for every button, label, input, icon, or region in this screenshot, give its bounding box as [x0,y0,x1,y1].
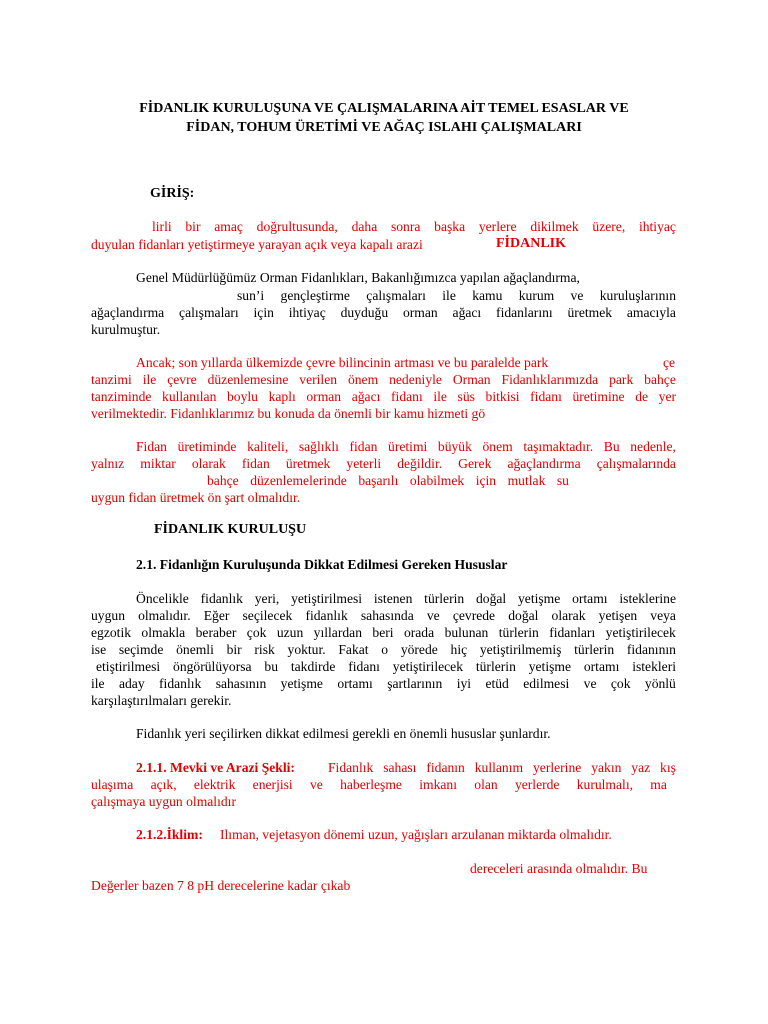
document-title-line-1: FİDANLIK KURULUŞUNA VE ÇALIŞMALARINA AİT TEMEL ESASLAR VE [139,101,629,116]
ph-line-2: Değerler bazen 7 8 pH derecelerine kadar çıkab [91,878,351,893]
word: enerjisi [252,777,293,792]
word: üzere, [592,219,626,234]
word: ihtiyaç [288,305,326,320]
word: ile [91,676,105,691]
word: nedenle, [630,439,676,454]
word: çalışmalarında [596,456,676,471]
word: yeri, [254,591,280,606]
word: kamu [472,288,503,303]
word: üretimi [388,439,428,454]
word: doğal [508,608,539,623]
word: verilen [299,372,338,387]
word: park [609,372,634,387]
word: ağacı [452,305,482,320]
section-heading: FİDANLIK KURULUŞU [154,522,307,537]
paragraph-4-line-2 [91,607,676,625]
word: türlerin [424,591,465,606]
word: ihtiyaç [638,219,676,234]
paragraph-4-line-1 [136,590,676,608]
word: Gerek [458,456,492,471]
word: yoktur. [287,642,326,657]
word: egzotik [91,625,132,640]
word: yer [658,389,676,404]
word: kurulmalı, [576,777,633,792]
paragraph-1-line-4: kurulmuştur. [91,322,161,337]
word: sonra [390,219,421,234]
word: yetiştirilmesi [291,591,363,606]
word: fidan [241,456,270,471]
word: ortamı [337,676,373,691]
word: Orman [452,372,491,387]
paragraph-3-line-3 [207,472,569,490]
word: için [475,473,497,488]
word: bulunan [444,625,489,640]
word: yeterli [346,456,382,471]
word: fidan [349,439,378,454]
word: üretmek [567,305,613,320]
word: türlerin [498,625,539,640]
word: imkanı [419,777,457,792]
word: lirli [152,219,172,234]
paragraph-5: Fidanlık yeri seçilirken dikkat edilmesi gerekli en önemli hususlar şunlardır. [136,726,551,741]
word: çalışmaları [366,288,426,303]
word: elektrik [193,777,236,792]
word: yalnız [91,456,125,471]
word: kuruluşlarının [599,288,676,303]
word: takdirde [290,659,336,674]
word: amacıyla [626,305,676,320]
word: sun’i [237,288,265,303]
subsection-heading: 2.1. Fidanlığın Kuruluşunda Dikkat Edilmesi Gereken Hususlar [136,557,508,572]
mevki-label: 2.1.1. Mevki ve Arazi Şekli: [136,760,295,775]
word: sahasının [215,676,267,691]
word: şartlarının [387,676,443,691]
word: üretiminde [177,439,237,454]
paragraph-2-line-4: verilmektedir. Fidanlıklarımız bu konuda da önemli bir kamu hizmeti gö [91,406,486,421]
word: fidanı [391,389,423,404]
word: miktar [140,456,176,471]
word: orman [306,389,342,404]
word: kullanılan [162,389,217,404]
word: fidanlık [200,591,243,606]
word: de [635,389,649,404]
word: bitkisi [485,389,520,404]
word: açık, [150,777,177,792]
word: yetiştirilmemiş [479,642,562,657]
word: seçimde [118,642,164,657]
definition-line-1 [152,218,676,236]
word: istenen [373,591,413,606]
word: başka [434,219,466,234]
paragraph-2-line-2 [91,371,676,389]
paragraph-4-line-6 [91,675,676,693]
word: düzenlemelerinde [250,473,347,488]
word: yerlerde [514,777,560,792]
word: fidanlık [305,608,348,623]
word: önemli [176,642,214,657]
word: seçilecek [242,608,293,623]
word: kaplı [268,389,296,404]
iklim-label: 2.1.2.İklim: [136,827,203,842]
word: türlerin [574,642,615,657]
word: iyi [456,676,472,691]
word: orman [402,305,438,320]
word: ile [142,372,157,387]
word: o [381,642,389,657]
word: etiştirilmesi [96,659,161,674]
word: uzun [276,625,304,640]
word: olmakla [141,625,186,640]
word: bir [226,642,242,657]
word: risk [254,642,275,657]
word: ile [442,288,456,303]
word: önem [347,372,379,387]
word: yetişen [598,608,638,623]
word: süs [457,389,475,404]
word: bir [185,219,201,234]
word: boylu [227,389,258,404]
ph-line-1: dereceleri arasında olmalıdır. Bu [470,861,648,876]
word: ağacı [351,389,381,404]
word: ulaşıma [91,777,134,792]
paragraph-2-line-1b: çe [663,355,676,370]
definition-line-2: duyulan fidanları yetiştirmeye yarayan açık veya kapalı arazi [91,237,423,252]
word: gençleştirme [280,288,350,303]
word: çalışmaları [179,305,239,320]
word: ve [570,288,584,303]
word: yetişme [528,659,572,674]
word: yaz [631,760,651,775]
paragraph-3-line-1 [136,438,676,456]
word: sahasında [360,608,414,623]
word: ile [433,389,447,404]
word: Eğer [203,608,230,623]
word: için [253,305,274,320]
word: ağaçlandırma [91,305,165,320]
paragraph-3-line-2 [91,455,676,473]
word: ise [91,642,107,657]
word: çevrede [452,608,496,623]
paragraph-1-line-1: Genel Müdürlüğümüz Orman Fidanlıkları, Bakanlığımızca yapılan ağaçlandırma, [136,270,580,285]
paragraph-3-line-4: uygun fidan üretmek ön şart olmalıdır. [91,490,301,505]
word: uygun [91,608,125,623]
word: doğal [475,591,507,606]
paragraph-2-line-3 [91,388,676,406]
word: yetiştirilecek [605,625,676,640]
word: istekleri [632,659,676,674]
word: yetiştirilecek [392,659,464,674]
word: bu [264,659,278,674]
word: amaç [214,219,243,234]
word: sağlıklı [298,439,339,454]
paragraph-1-line-2 [237,287,676,305]
word: yıllardan [313,625,362,640]
word: olarak [191,456,226,471]
word: etüd [485,676,509,691]
word: yakın [591,760,622,775]
giris-heading: GİRİŞ: [150,186,195,201]
word: ma [650,777,667,792]
word: fidanlarını [496,305,553,320]
word: edilmesi [523,676,570,691]
word: yerlerine [532,760,582,775]
mevki-line-1 [328,759,676,777]
word: türlerin [475,659,516,674]
word: büyük [437,439,472,454]
word: kaliteli, [247,439,289,454]
paragraph-4-line-7: karşılaştırılmaları gerekir. [91,693,232,708]
word: daha [351,219,378,234]
word: ortamı [583,659,620,674]
word: Fakat [338,642,369,657]
word: dikilmek [530,219,579,234]
word: aday [118,676,145,691]
word: bahçe [207,473,239,488]
word: Fidanlık [328,760,374,775]
word: sahası [383,760,417,775]
word: ve [583,676,597,691]
word: olmalıdır. [138,608,191,623]
word: olarak [551,608,586,623]
word: bahçe [644,372,676,387]
paragraph-4-line-3 [91,624,676,642]
iklim-text: Ilıman, vejetasyon dönemi uzun, yağışları arzulanan miktarda olmalıdır. [220,827,612,842]
word: fidanı [530,389,562,404]
word: önem [482,439,513,454]
word: fidanının [626,642,676,657]
word: isteklerine [619,591,676,606]
word: Bu [603,439,620,454]
word: duyduğu [340,305,389,320]
word: hiç [450,642,468,657]
word: fidanları [549,625,596,640]
word: kullanım [474,760,524,775]
word: ve [426,608,440,623]
word: Fidanlıklarımızda [501,372,599,387]
word: fidanı [348,659,380,674]
word: olan [474,777,498,792]
word: Öncelikle [136,591,189,606]
word: orada [403,625,435,640]
word: ağaçlandırma [507,456,581,471]
paragraph-1-line-3 [91,304,676,322]
word: çok [610,676,631,691]
word: tanzimi [91,372,132,387]
word: nedeniyle [389,372,442,387]
word: yetişme [280,676,323,691]
word: fidanın [426,760,465,775]
word: çok [246,625,267,640]
word: veya [650,608,676,623]
word: üretmek [285,456,331,471]
word: taşımaktadır. [523,439,594,454]
word: Fidan [136,439,167,454]
word: yerlere [478,219,517,234]
mevki-line-3: çalışmaya uygun olmalıdır [91,794,236,809]
word: yetişme [517,591,561,606]
word: kış [660,760,676,775]
word: öngörülüyorsa [173,659,252,674]
definition-term: FİDANLIK [496,236,567,251]
word: başarılı [358,473,399,488]
word: ortamı [572,591,608,606]
word: yörede [400,642,438,657]
word: olabilmek [409,473,465,488]
paragraph-2-line-1a: Ancak; son yıllarda ülkemizde çevre bilincinin artması ve bu paralelde park [136,355,549,370]
word: beraber [195,625,237,640]
word: haberleşme [340,777,402,792]
word: düzenlemesine [207,372,289,387]
word: doğrultusunda, [256,219,338,234]
paragraph-4-line-5 [96,658,676,676]
word: kurum [518,288,555,303]
document-title-line-2: FİDAN, TOHUM ÜRETİMİ VE AĞAÇ ISLAHI ÇALIŞMALARI [186,120,582,135]
word: değildir. [397,456,443,471]
word: su [556,473,569,488]
word: beri [372,625,394,640]
mevki-line-2 [91,776,667,794]
word: çevre [167,372,197,387]
word: mutlak [507,473,546,488]
word: tanziminde [91,389,152,404]
word: yönlü [644,676,676,691]
word: fidanlık [159,676,202,691]
word: üretimine [572,389,625,404]
paragraph-4-line-4 [91,641,676,659]
word: ve [309,777,323,792]
